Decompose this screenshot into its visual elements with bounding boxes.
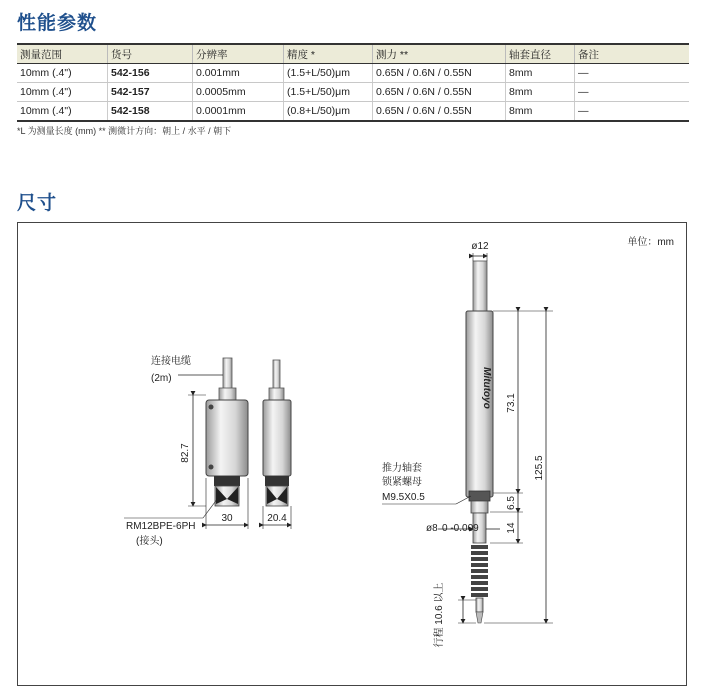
col-header-resolution: 分辨率 [193, 44, 284, 64]
spec-section-title: 性能参数 [17, 12, 98, 34]
cell-force: 0.65N / 0.6N / 0.55N [373, 83, 506, 102]
cell-remarks: — [575, 83, 690, 102]
dim-82-7: 82.7 [180, 443, 191, 463]
cell-diameter: 8mm [506, 102, 575, 122]
spec-table-header-row [17, 44, 689, 64]
cell-diameter: 8mm [506, 64, 575, 83]
dim-20-4: 20.4 [267, 513, 287, 524]
spec-table [17, 43, 689, 122]
cell-resolution: 0.0005mm [193, 83, 284, 102]
col-header-accuracy: 精度 * [284, 44, 373, 64]
cell-remarks: — [575, 102, 690, 122]
col-header-range: 测量范围 [17, 44, 108, 64]
dim-125-5: 125.5 [534, 455, 545, 481]
cell-accuracy: (1.5+L/50)μm [284, 83, 373, 102]
cable-length-label: (2m) [151, 373, 172, 384]
dim-d8: ø8 [426, 523, 438, 534]
dimension-drawing [17, 222, 687, 686]
cell-accuracy: (1.5+L/50)μm [284, 64, 373, 83]
spec-footnote: *L 为测量长度 (mm) ** 测微计方向：朝上 / 水平 / 朝下 [17, 126, 232, 136]
cell-range: 10mm (.4") [17, 102, 108, 122]
connector-front-view [206, 358, 248, 506]
table-row [17, 64, 689, 83]
cell-accuracy: (0.8+L/50)μm [284, 102, 373, 122]
cell-force: 0.65N / 0.6N / 0.55N [373, 64, 506, 83]
nut-label-1: 推力轴套 [382, 463, 422, 474]
cell-range: 10mm (.4") [17, 83, 108, 102]
table-row [17, 83, 689, 102]
nut-label-2: 锁紧螺母 [382, 477, 422, 488]
cell-code: 542-156 [108, 64, 193, 83]
cell-force: 0.65N / 0.6N / 0.55N [373, 102, 506, 122]
cell-diameter: 8mm [506, 83, 575, 102]
brand-label: Mitutoyo [481, 367, 492, 409]
col-header-code: 货号 [108, 44, 193, 64]
cell-remarks: — [575, 64, 690, 83]
dimension-section-title: 尺寸 [17, 192, 58, 214]
connector-side-view [263, 360, 291, 506]
col-header-remarks: 备注 [575, 44, 690, 64]
probe-view [466, 261, 493, 623]
dim-30: 30 [221, 513, 233, 524]
col-header-force: 测力 ** [373, 44, 506, 64]
cell-range: 10mm (.4") [17, 64, 108, 83]
cell-resolution: 0.0001mm [193, 102, 284, 122]
technical-drawing [18, 223, 686, 685]
dim-73-1: 73.1 [506, 393, 517, 413]
nut-label-3: M9.5X0.5 [382, 492, 425, 503]
connector-label: RM12BPE-6PH [126, 521, 196, 532]
connector-sub-label: (接头) [136, 536, 163, 547]
dim-d8-tolerance: 0 -0.009 [442, 523, 479, 534]
cell-code: 542-158 [108, 102, 193, 122]
cable-label: 连接电缆 [151, 356, 191, 367]
dim-14: 14 [506, 522, 517, 534]
dim-6-5: 6.5 [506, 496, 517, 510]
stroke-label: 行程 10.6 以上 [434, 582, 445, 648]
dim-d12: ø12 [471, 241, 489, 252]
cell-resolution: 0.001mm [193, 64, 284, 83]
cell-code: 542-157 [108, 83, 193, 102]
unit-label: 单位：mm [627, 237, 674, 248]
col-header-diameter: 轴套直径 [506, 44, 575, 64]
table-row [17, 102, 689, 122]
